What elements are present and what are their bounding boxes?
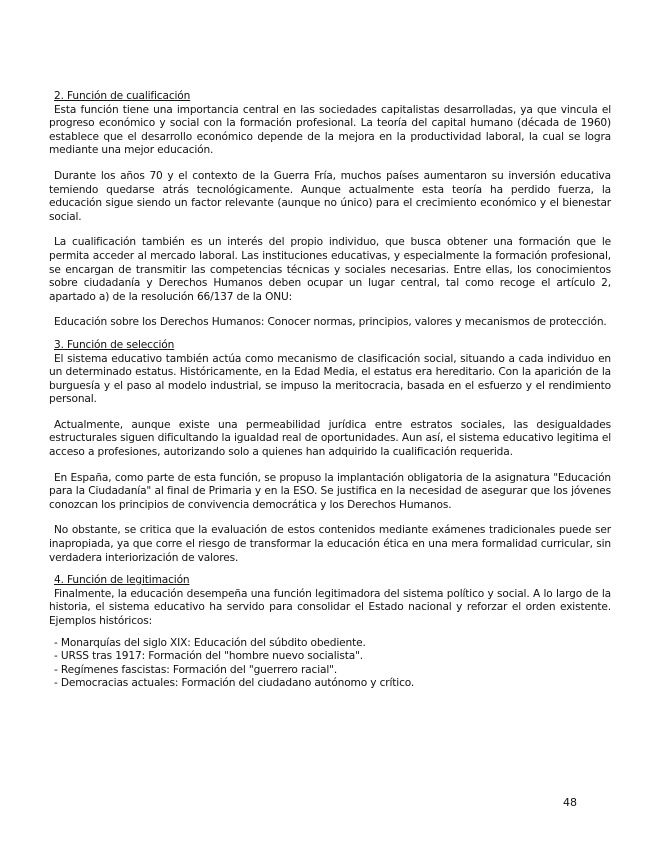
paragraph: La cualificación también es un interés del propio individuo, que busca obtener una formación que le permita acceder al mercado laboral. Las instituciones educativas, y especialmente la formación profesional, se encargan de transmitir las competencias técnicas y sociales necesarias. Entre ellas, los conocimientos sobre ciudadanía y Derechos Humanos deben ocupar un lugar central, tal como recoge el artículo 2, apartado a) de la resolución 66/137 de la ONU:: [49, 236, 611, 303]
paragraph: No obstante, se critica que la evaluación de estos contenidos mediante exámenes tradicionales puede ser inapropiada, ya que corre el riesgo de transformar la educación ética en una mera formalidad curricular, sin verdadera interiorización de valores.: [49, 524, 611, 564]
historical-examples-list: [49, 637, 611, 691]
section-heading-legitimacion: 4. Función de legitimación: [54, 574, 190, 587]
paragraph: Durante los años 70 y el contexto de la Guerra Fría, muchos países aumentaron su inversión educativa temiendo quedarse atrás tecnológicamente. Aunque actualmente esta teoría ha perdido fuerza, la educación sigue siendo un factor relevante (aunque no único) para el crecimiento económico y el bienestar social.: [49, 169, 611, 223]
paragraph: Actualmente, aunque existe una permeabilidad jurídica entre estratos sociales, las desigualdades estructurales siguen dificultando la igualdad real de oportunidades. Aun así, el sistema educativo legitima el acceso a profesiones, autorizando solo a quienes han adquirido la cualificación requerida.: [49, 418, 611, 459]
paragraph: Educación sobre los Derechos Humanos: Conocer normas, principios, valores y mecanismos de protección.: [54, 316, 607, 329]
list-item: - URSS tras 1917: Formación del "hombre nuevo socialista".: [54, 650, 611, 664]
document-page: [49, 90, 611, 691]
paragraph: Esta función tiene una importancia central en las sociedades capitalistas desarrolladas, ya que vincula el progreso económico y social con la formación profesional. La teoría del capital humano (década de 1960) establece que el desarrollo económico depende de la mejora en la productividad laboral, la cual se logra mediante una mejor educación.: [49, 103, 611, 157]
list-item: - Democracias actuales: Formación del ciudadano autónomo y crítico.: [54, 677, 611, 691]
list-item: - Regímenes fascistas: Formación del "guerrero racial".: [54, 664, 611, 678]
paragraph: Finalmente, la educación desempeña una función legitimadora del sistema político y social. A lo largo de la historia, el sistema educativo ha servido para consolidar el Estado nacional y reforzar el orden existente. Ejemplos históricos:: [49, 587, 611, 627]
paragraph: El sistema educativo también actúa como mecanismo de clasificación social, situando a cada individuo en un determinado estatus. Históricamente, en la Edad Media, el estatus era hereditario. Con la aparición de la burguesía y el paso al modelo industrial, se impuso la meritocracia, basada en el esfuerzo y el rendimiento personal.: [49, 352, 611, 406]
section-heading-seleccion: 3. Función de selección: [54, 338, 175, 351]
section-heading-cualificacion: 2. Función de cualificación: [54, 90, 191, 102]
page-number: 48: [563, 796, 577, 809]
list-item: - Monarquías del siglo XIX: Educación del súbdito obediente.: [54, 637, 611, 651]
paragraph: En España, como parte de esta función, se propuso la implantación obligatoria de la asignatura "Educación para la Ciudadanía" al final de Primaria y en la ESO. Se justifica en la necesidad de asegurar que los jóvenes conozcan los principios de convivencia democrática y los Derechos Humanos.: [49, 471, 611, 511]
